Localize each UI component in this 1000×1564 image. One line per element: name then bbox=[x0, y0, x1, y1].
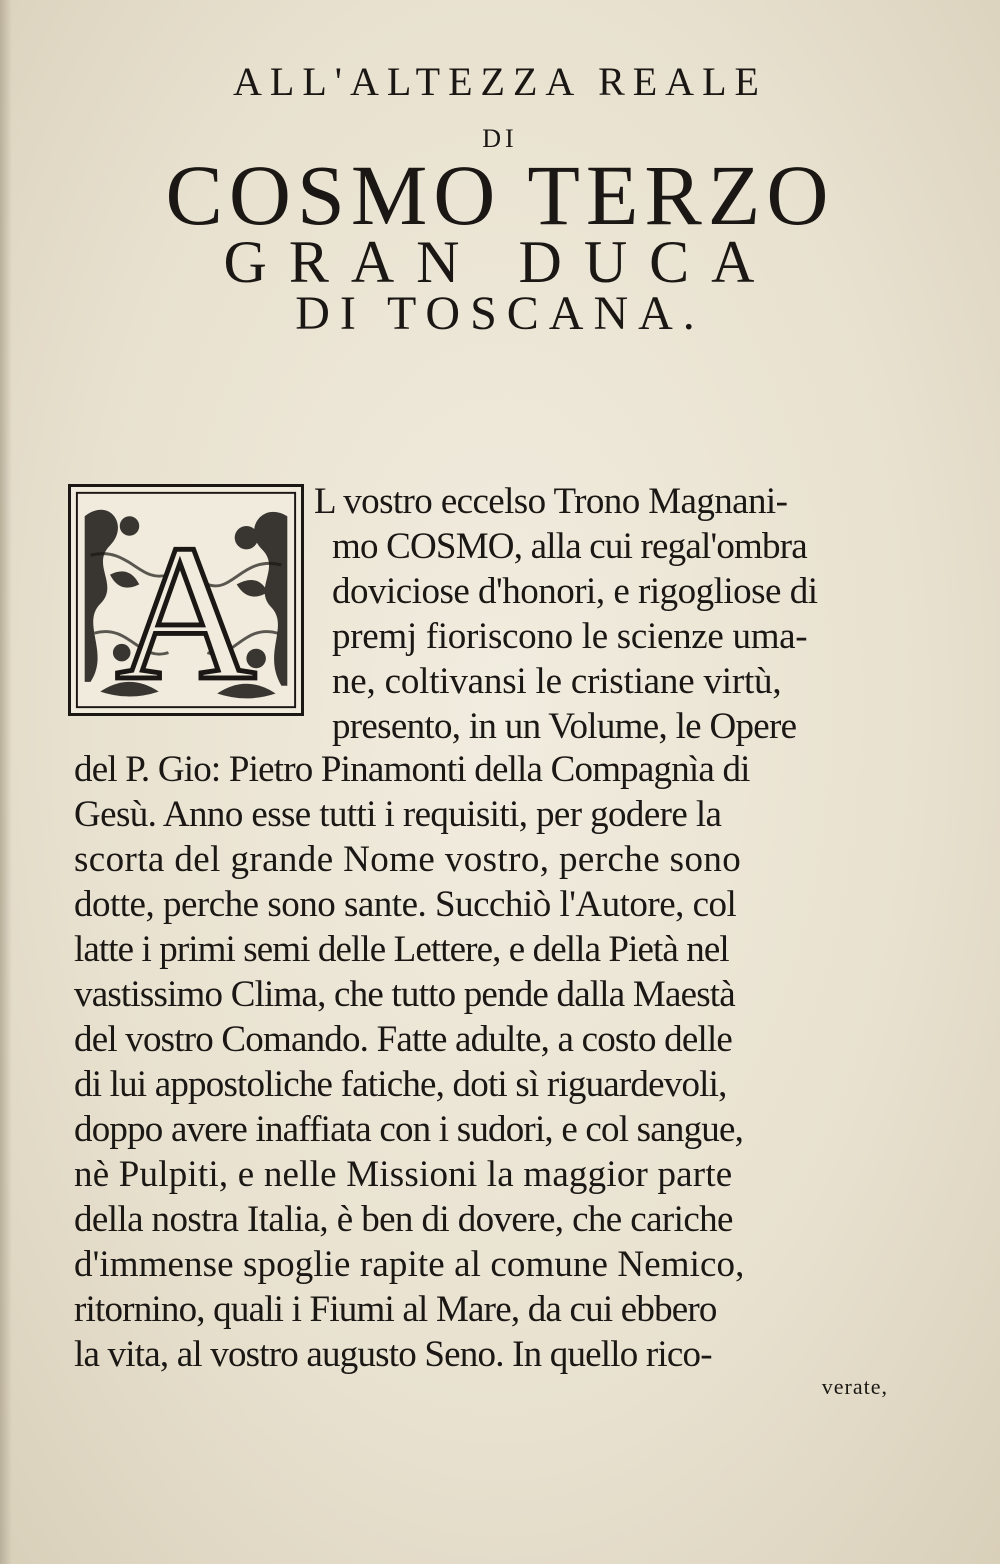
dedication-line-2: DI bbox=[482, 124, 518, 153]
text-line: vastissimo Clima, che tutto pende dalla Maestà bbox=[74, 974, 735, 1015]
text-line: ne, coltivansi le cristiane virtù, bbox=[332, 661, 782, 702]
dedication-title: GRAN DUCA bbox=[223, 229, 777, 295]
text-line: dotte, perche sono sante. Succhiò l'Autore, col bbox=[74, 884, 737, 925]
text-line: della nostra Italia, è ben di dovere, che cariche bbox=[74, 1199, 733, 1240]
text-line: d'immense spoglie rapite al comune Nemico, bbox=[74, 1244, 745, 1285]
text-line: latte i primi semi delle Lettere, e della Pietà nel bbox=[74, 929, 729, 970]
text-line: del vostro Comando. Fatte adulte, a costo delle bbox=[74, 1019, 733, 1060]
dedication-place: DI TOSCANA. bbox=[295, 287, 705, 340]
text-line: doppo avere inaffiata con i sudori, e col sangue, bbox=[74, 1109, 744, 1150]
dedication-line-1: ALL'ALTEZZA REALE bbox=[233, 59, 767, 104]
text-line: ritornino, quali i Fiumi al Mare, da cui ebbero bbox=[74, 1289, 717, 1330]
text-line: premj fioriscono le scienze uma- bbox=[332, 616, 808, 657]
text-line: la vita, al vostro augusto Seno. In quello rico- bbox=[74, 1334, 712, 1375]
text-line: presento, in un Volume, le Opere bbox=[332, 706, 797, 747]
text-line: scorta del grande Nome vostro, perche sono bbox=[74, 839, 742, 880]
text-line: L vostro eccelso Trono Magnani- bbox=[314, 481, 788, 522]
text-line: di lui appostoliche fatiche, doti sì riguardevoli, bbox=[74, 1064, 727, 1105]
text-line: mo COSMO, alla cui regal'ombra bbox=[332, 526, 807, 567]
text-line: doviciose d'honori, e rigogliose di bbox=[332, 571, 818, 612]
text-line: nè Pulpiti, e nelle Missioni la maggior parte bbox=[74, 1154, 733, 1195]
ornamental-initial-icon bbox=[68, 484, 304, 716]
initial-letter: A bbox=[115, 504, 257, 713]
text-line: del P. Gio: Pietro Pinamonti della Compagnìa di bbox=[74, 749, 750, 790]
catchword: verate, bbox=[821, 1374, 888, 1399]
dedication-name: COSMO TERZO bbox=[165, 147, 835, 243]
text-line: Gesù. Anno esse tutti i requisiti, per godere la bbox=[74, 794, 722, 835]
